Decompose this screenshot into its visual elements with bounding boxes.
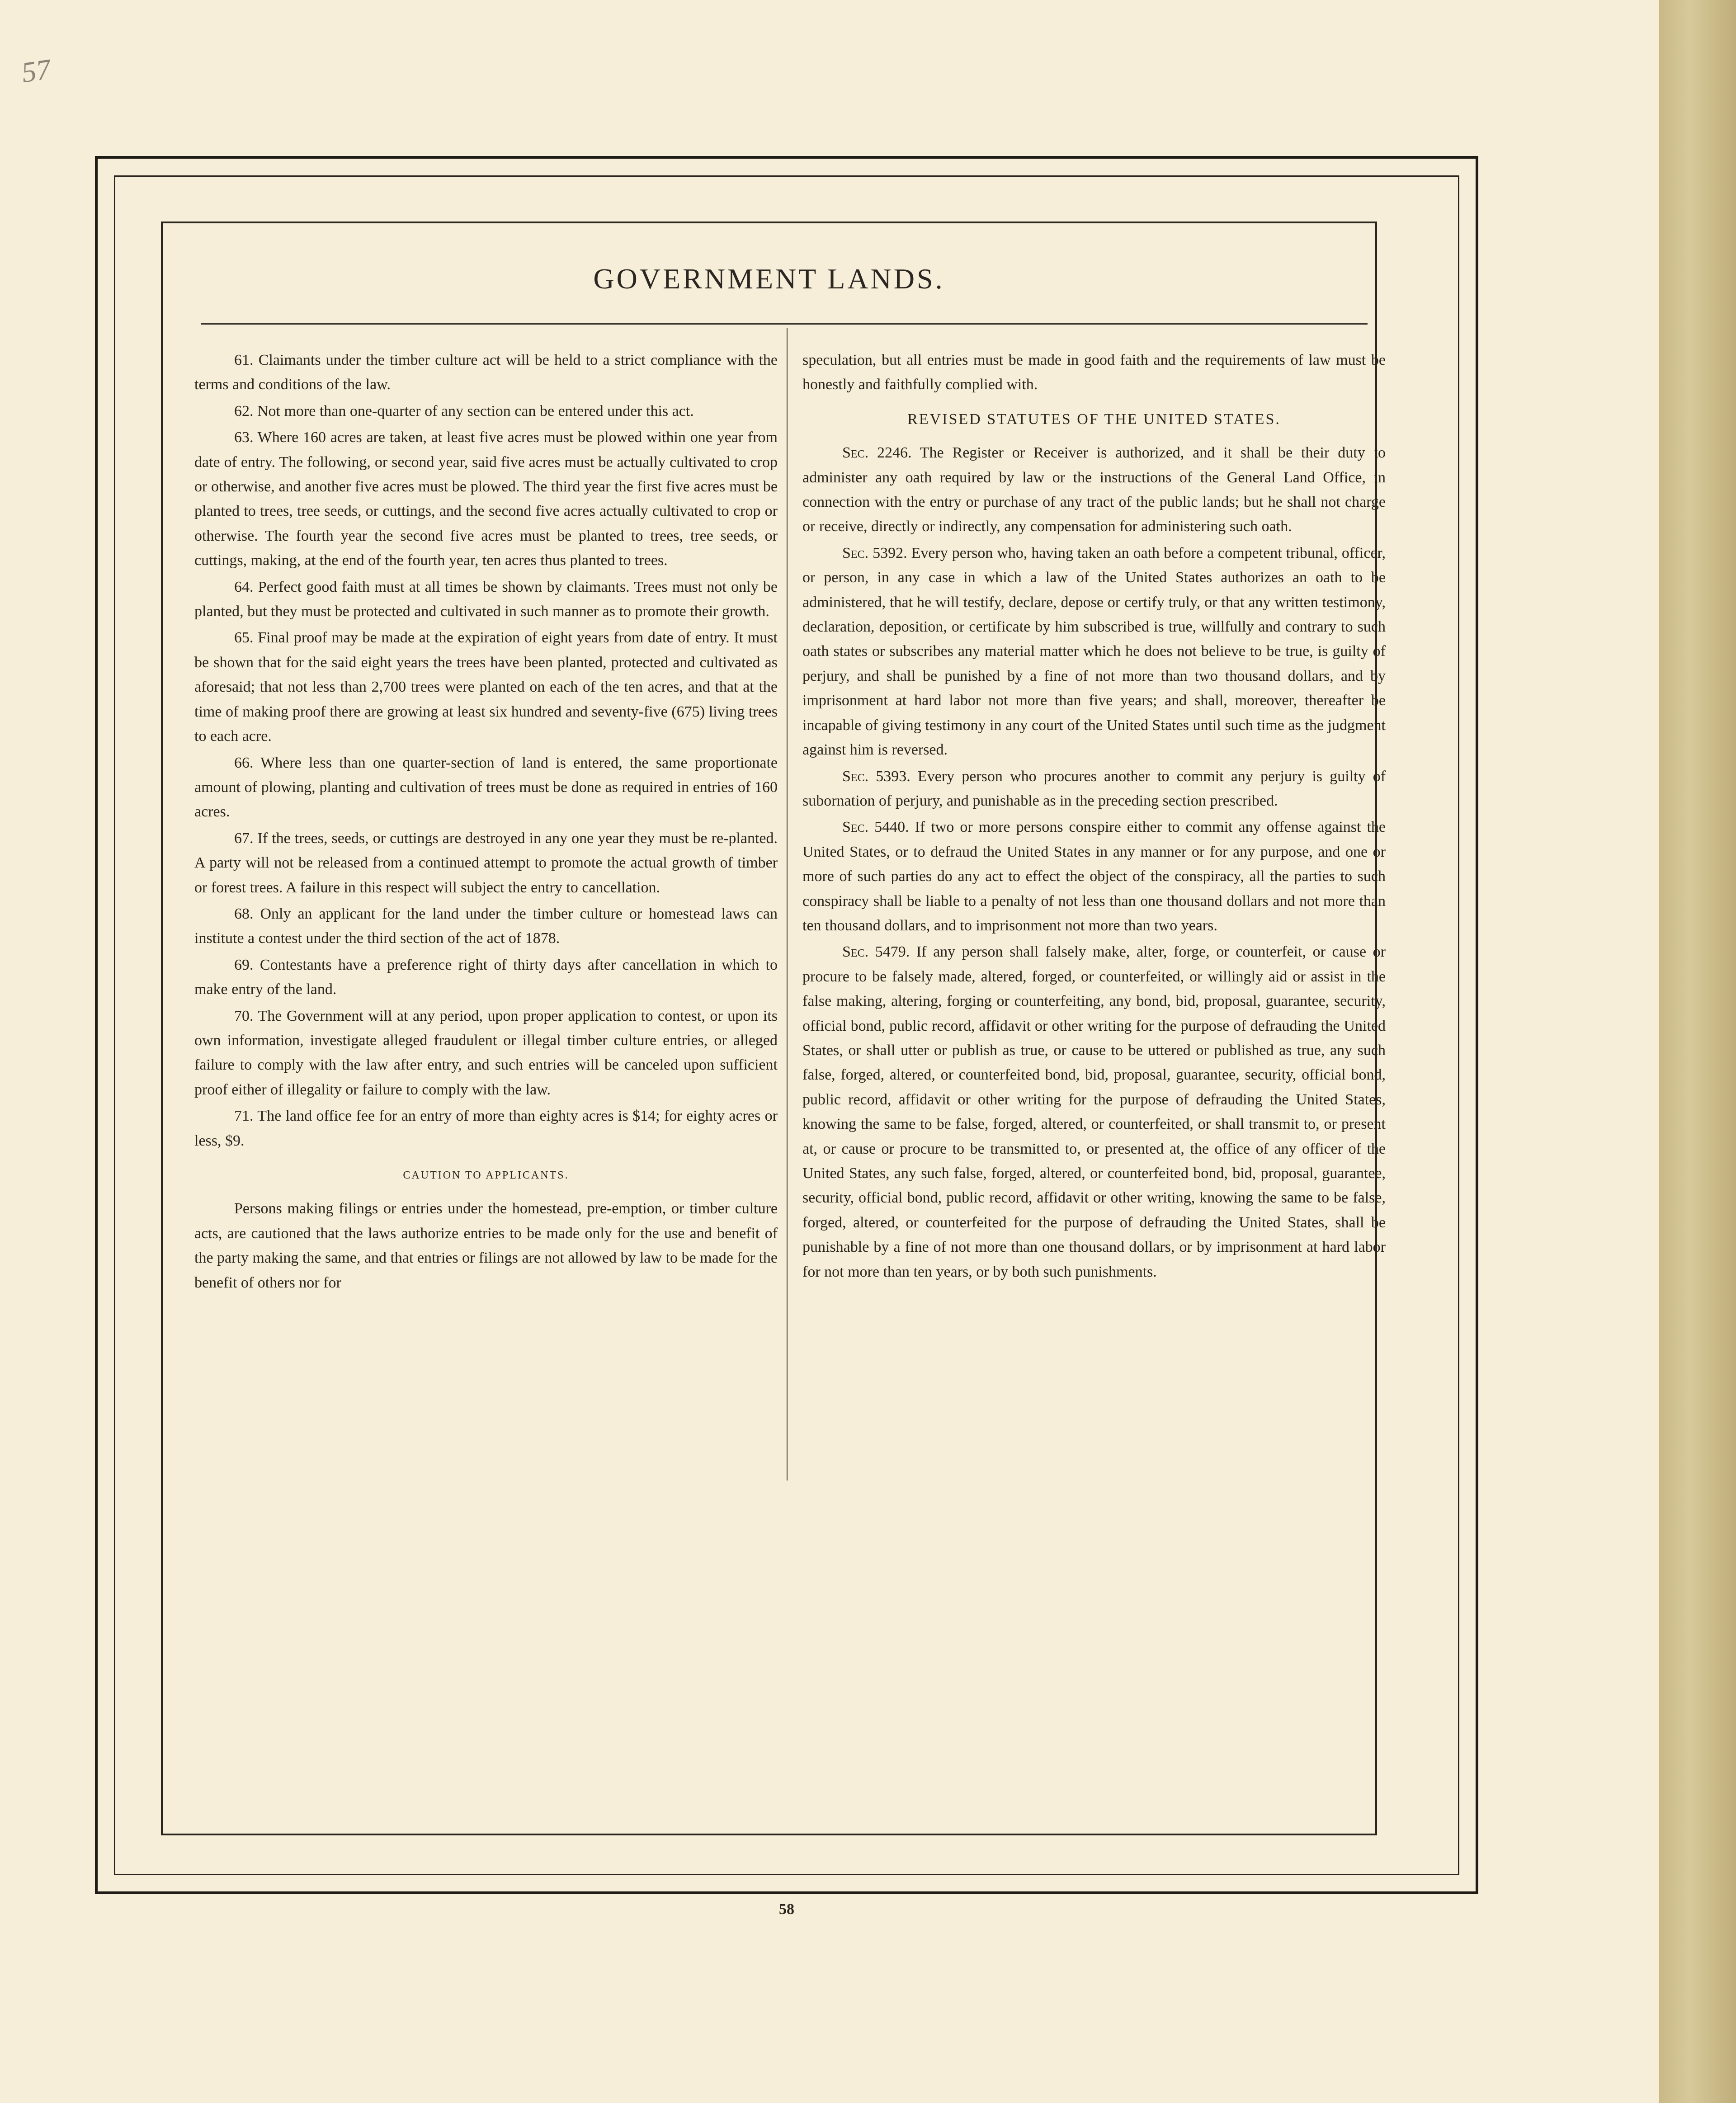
paragraph-61: 61. Claimants under the timber culture act will be held to a strict compliance with the terms and conditions of the law. (194, 352, 778, 393)
statutes-heading: REVISED STATUTES OF THE UNITED STATES. (907, 410, 1281, 428)
caution-text: Persons making filings or entries under the homestead, pre-emption, or timber culture acts, are cautioned that the laws authorize entries to be made only for the use and benefit of the party making the same, and that entries or filings are not allowed by law to be made for the benefit of others nor for (194, 1200, 778, 1291)
section-text: The Register or Receiver is authorized, and it shall be their duty to administer any oath required by law or the instructions of the General Land Office, in connection with the entry or purchase of any tract of the public lands; but he shall not charge or receive, directly or indirectly, any compensation for administering such oath. (802, 444, 1386, 535)
section-label: Sec. 2246. (842, 444, 912, 462)
section-text: Every person who, having taken an oath before a competent tribunal, officer, or person, in any case in which a law of the United States authorizes an oath to be administered, that he will testify, declare, depose or certify truly, or that any written testimony, declaration, deposition, or certificate by him subscribed is true, willfully and contrary to such oath states or subscribes any material matter which he does not believe to be true, is guilty of perjury, and shall be punished by a fine of not more than two thousand dollars, and by imprisonment at hard labor not more than five years; and shall, moreover, thereafter be incapable of giving testimony in any court of the United States until such time as the judgment against him is reversed. (802, 544, 1386, 759)
section-5479 (802, 940, 1386, 1284)
left-column (194, 348, 778, 1297)
paragraph-65: 65. Final proof may be made at the expiration of eight years from date of entry. It must be shown that for the said eight years the trees have been planted, protected and cultivated as aforesaid; that not less than 2,700 trees were planted on each of the ten acres, and that at the time of making proof there are growing at least six hundred and seventy-five (675) living trees to each acre. (194, 629, 778, 745)
page-number: 58 (779, 1901, 794, 1918)
section-2246 (802, 441, 1386, 539)
section-label: Sec. 5440. (842, 819, 909, 836)
section-label: Sec. 5479. (842, 943, 910, 961)
section-5392 (802, 541, 1386, 763)
right-column (802, 348, 1386, 1286)
handwritten-page-note: 57 (19, 52, 53, 89)
paragraph-63: 63. Where 160 acres are taken, at least five acres must be plowed within one year from date of entry. The following, or second year, said five acres must be actually cultivated to crop or otherwise, and another five acres must be plowed. The third year the first five acres must be planted to trees, tree seeds, or cuttings, and the second five acres actually cultivated to crop or otherwise. The fourth year the second five acres must be planted to trees, tree seeds, or cuttings, making, at the end of the fourth year, ten acres thus planted to trees. (194, 429, 778, 569)
paragraph-62: 62. Not more than one-quarter of any section can be entered under this act. (234, 402, 694, 420)
paragraph-69: 69. Contestants have a preference right of thirty days after cancellation in which to make entry of the land. (194, 956, 778, 998)
paragraph-70: 70. The Government will at any period, upon proper application to contest, or upon its own information, investigate alleged fraudulent or illegal timber culture entries, or alleged failure to comply with the law after entry, and such entries will be canceled upon sufficient proof either of illegality or failure to comply with the law. (194, 1007, 778, 1098)
section-text: If any person shall falsely make, alter, forge, or counterfeit, or cause or procure to be falsely made, altered, forged, or counterfeited, or willingly aid or assist in the false making, altering, forging or counterfeiting, any bond, bid, proposal, guarantee, security, official bond, public record, affidavit or other writing for the purpose of defrauding the United States, or shall utter or publish as true, or cause to be uttered or published as true, any such false, forged, altered, or counterfeited bond, bid, proposal, guarantee, security, official bond, public record, affidavit or other writing for the purpose of defrauding the United States, knowing the same to be false, forged, altered, or counterfeited, or shall transmit to, or present at, or cause or procure to be transmitted to, or presented at, the office of any officer of the United States, any such false, forged, altered, or counterfeited bond, bid, proposal, guarantee, security, official bond, public record, affidavit or other writing, knowing the same to be false, forged, altered, or counterfeited for the purpose of defrauding the United States, shall be punishable by a fine of not more than one thousand dollars, or by imprisonment at hard labor for not more than ten years, or by both such punishments. (802, 943, 1386, 1280)
continued-text: speculation, but all entries must be made in good faith and the requirements of law must be honestly and faithfully complied with. (802, 352, 1386, 393)
page-edge (1659, 0, 1736, 2103)
column-divider (787, 328, 788, 1481)
paragraph-67: 67. If the trees, seeds, or cuttings are destroyed in any one year they must be re-planted. A party will not be released from a continued attempt to promote the actual growth of timber or forest trees. A failure in this respect will subject the entry to cancellation. (194, 830, 778, 896)
title-rule (201, 323, 1368, 325)
paragraph-66: 66. Where less than one quarter-section of land is entered, the same proportionate amount of plowing, planting and cultivation of trees must be done as required in entries of 160 acres. (194, 754, 778, 820)
section-label: Sec. 5393. (842, 768, 910, 785)
paragraph-71: 71. The land office fee for an entry of more than eighty acres is $14; for eighty acres or less, $9. (194, 1108, 778, 1149)
caution-heading: CAUTION TO APPLICANTS. (403, 1169, 569, 1181)
page-title: GOVERNMENT LANDS. (593, 263, 945, 295)
section-text: Every person who procures another to commit any perjury is guilty of subornation of perjury, and punishable as in the preceding section prescribed. (802, 768, 1386, 809)
section-5440 (802, 815, 1386, 938)
section-text: If two or more persons conspire either to commit any offense against the United States, or to defraud the United States in any manner or for any purpose, and one or more of such parties do any act to effect the object of the conspiracy, all the parties to such conspiracy shall be liable to a penalty of not less than one thousand dollars and not more than ten thousand dollars, and to imprisonment not more than two years. (802, 819, 1386, 934)
section-label: Sec. 5392. (842, 544, 907, 561)
section-5393 (802, 764, 1386, 814)
paragraph-64: 64. Perfect good faith must at all times be shown by claimants. Trees must not only be planted, but they must be protected and cultivated in such manner as to promote their growth. (194, 578, 778, 620)
paragraph-68: 68. Only an applicant for the land under the timber culture or homestead laws can institute a contest under the third section of the act of 1878. (194, 905, 778, 947)
